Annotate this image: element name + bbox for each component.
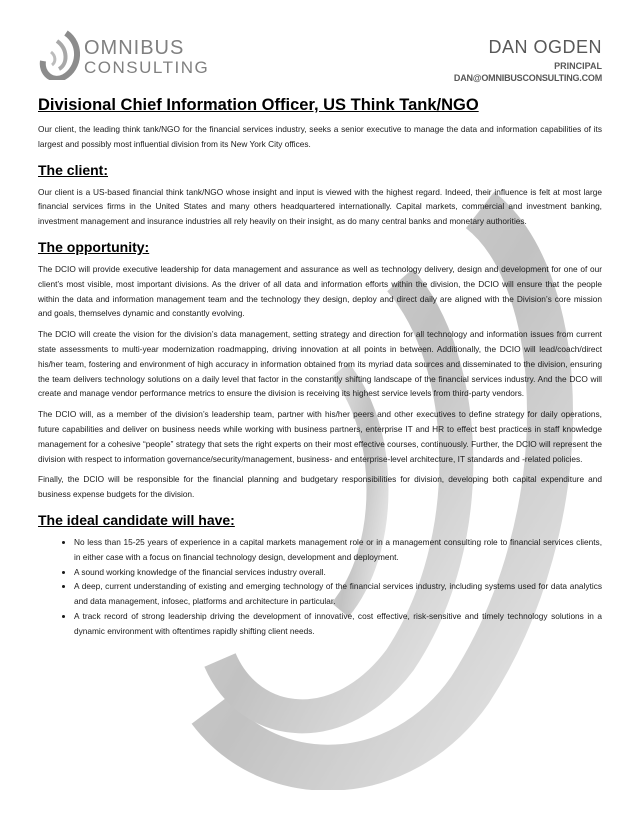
letterhead (38, 0, 602, 92)
document-page (38, 0, 602, 639)
candidate-list (38, 535, 602, 639)
company-logo (38, 30, 238, 86)
client-paragraph: Our client is a US-based financial think tank/NGO whose insight and input is viewed with the highest regard. Indeed, their influence is felt at most large financial services firms in the United States and many others headquartered internationally. Capital markets, commercial and investment banking, investment management and insurance industries all rely heavily on their insight, as do many central banks and monetary authorities. (38, 186, 602, 227)
client-heading: The client: (38, 161, 109, 178)
list-item: • No less than 15-25 years of experience in a capital markets management role or in a management consulting role to financial services clients, in either case with a focus on financial technology design, development and deployment. (74, 535, 602, 565)
opportunity-paragraph: The DCIO will, as a member of the division’s leadership team, partner with his/her peers and other executives to define strategy for daily operations, future capabilities and deliver on business needs while working with business partners, enterprise IT and HR to effect best practices in staff knowledge management for a cohesive “people” strategy that sets the right experts on their most effective courses, continuously. Further, the DCIO will represent the division with respect to information governance/security/management, business- and enterprise-level architecture, IT standards and -related policies. (38, 409, 602, 464)
contact-email[interactable]: DAN@OMNIBUSCONSULTING.COM (453, 73, 602, 83)
opportunity-paragraph: The DCIO will create the vision for the division’s data management, setting strategy and direction for all technology and information issues from current state assessments to multi-year modernization roadmapping, driving innovation at all points in between. Additionally, the DCIO will lead/coach/direct his/her team, fostering and environment of high accuracy in information obtained from its myriad data sources and disseminated to the division, ensuring the team delivers technology solutions on a daily level that factor in the constantly shifting landscape of the financial services industry. And the DCO will create and manage vendor performance metrics to ensure the division is receiving its highest service levels from third-party vendors. (38, 329, 602, 399)
list-item: • A track record of strong leadership driving the development of innovative, cost effective, risk-sensitive and timely technology solutions in a dynamic environment with oftentimes rapidly shifting client needs. (74, 609, 602, 639)
contact-name: DAN OGDEN (488, 37, 602, 57)
document-title: Divisional Chief Information Officer, US Think Tank/NGO (38, 96, 479, 114)
opportunity-paragraph: Finally, the DCIO will be responsible for the financial planning and budgetary responsibilities for division, developing both capital expenditure and business expense budgets for the division. (38, 474, 602, 500)
list-item: • A deep, current understanding of existing and emerging technology of the financial services industry, including systems used for data analytics and data management, infosec, platforms and architecture in particular. (74, 579, 602, 609)
intro-paragraph: Our client, the leading think tank/NGO for the financial services industry, seeks a senior executive to manage the data and information capabilities of its largest and possibly most influential division from its New York City offices. (38, 124, 602, 149)
contact-block (454, 37, 602, 84)
swirl-logo-icon (38, 30, 80, 80)
contact-role: PRINCIPAL (554, 61, 602, 71)
opportunity-paragraph: The DCIO will provide executive leadership for data management and assurance as well as technology delivery, design and development for one of our client’s most visible, most important divisions. As the driver of all data and information efforts within the division, the DCIO will ensure that the people within the data and information management team and the technology they design, deploy and direct daily are aligned with the Division’s core mission and goals, themselves dynamic and constantly evolving. (38, 263, 602, 319)
opportunity-heading: The opportunity: (38, 238, 150, 255)
logo-line-2: CONSULTING (84, 58, 210, 77)
list-item: • A sound working knowledge of the financial services industry overall. (74, 565, 602, 580)
logo-line-1: OMNIBUS (84, 37, 185, 59)
candidate-heading: The ideal candidate will have: (38, 511, 235, 528)
